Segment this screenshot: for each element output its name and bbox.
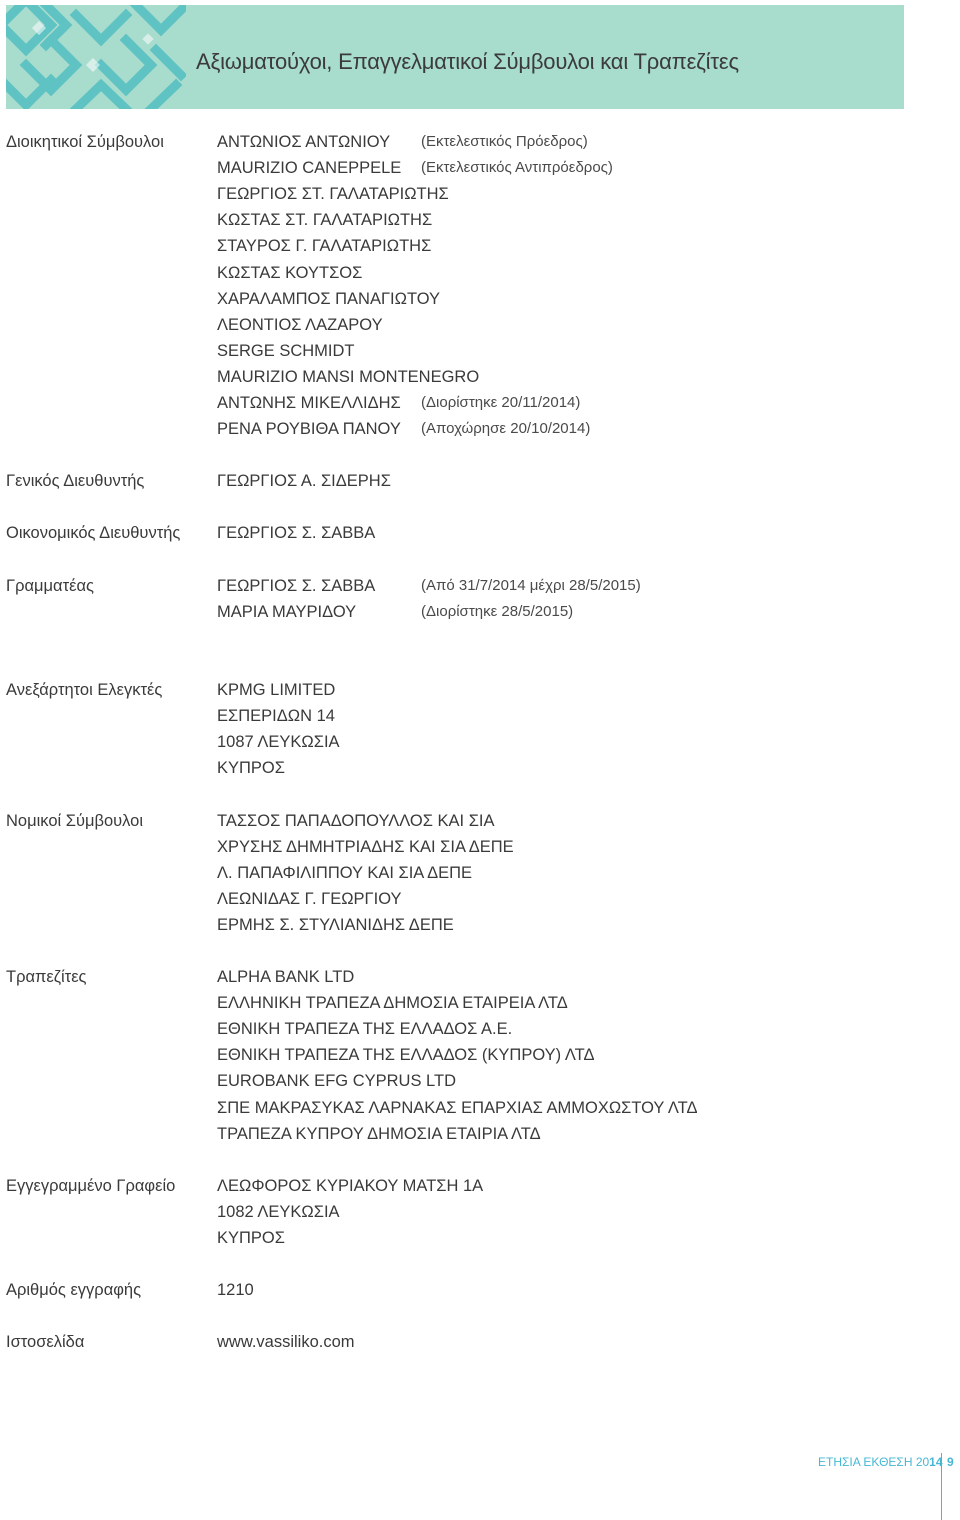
section-label: Διοικητικοί Σύμβουλοι — [6, 133, 164, 151]
entry-name: ΣΤΑΥΡΟΣ Γ. ΓΑΛΑΤΑΡΙΩΤΗΣ — [217, 237, 432, 256]
list-item — [217, 342, 355, 368]
entry-name: SERGE SCHMIDT — [217, 341, 355, 360]
list-item — [217, 681, 335, 707]
entry-name: ΓΕΩΡΓΙΟΣ Σ. ΣΑΒΒΑ — [217, 577, 376, 595]
entry-name: ΓΕΩΡΓΙΟΣ Σ. ΣΑΒΒΑ — [217, 524, 376, 542]
entry-name: ΛΕΩΦΟΡΟΣ ΚΥΡΙΑΚΟΥ ΜΑΤΣΗ 1Α — [217, 1177, 484, 1195]
list-item — [217, 1072, 456, 1098]
list-item — [217, 1099, 698, 1125]
entry-name: ΜΑΡΙΑ ΜΑΥΡΙΔΟΥ — [217, 603, 357, 622]
entry-name: 1210 — [217, 1281, 254, 1299]
section-label: Τραπεζίτες — [6, 968, 87, 986]
entry-name: ΚΩΣΤΑΣ ΚΟΥΤΣΟΣ — [217, 263, 363, 282]
footer-report-label — [818, 1455, 943, 1469]
entry-name: ΕΡΜΗΣ Σ. ΣΤΥΛΙΑΝΙΔΗΣ ΔΕΠΕ — [217, 916, 454, 935]
section-label: Γενικός Διευθυντής — [6, 472, 145, 490]
entry-name: ΕΣΠΕΡΙΔΩΝ 14 — [217, 707, 335, 726]
entry-name: ΡΕΝΑ ΡΟΥΒΙΘΑ ΠΑΝΟΥ — [217, 420, 401, 439]
entry-name: ΑΝΤΩΝΙΟΣ ΑΝΤΩΝΙΟΥ — [217, 133, 391, 151]
entry-name: MAURIZIO CANEPPELE — [217, 159, 402, 178]
list-item — [217, 185, 449, 211]
list-item — [217, 812, 495, 838]
list-item — [217, 890, 402, 916]
section-label: Νομικοί Σύμβουλοι — [6, 812, 144, 830]
entry-name: ALPHA BANK LTD — [217, 968, 355, 986]
list-item — [217, 1125, 541, 1151]
list-item — [217, 1020, 512, 1046]
list-item — [217, 968, 354, 994]
list-item — [217, 1333, 355, 1359]
header-banner — [6, 5, 904, 109]
entry-name: ΛΕΩΝΙΔΑΣ Γ. ΓΕΩΡΓΙΟΥ — [217, 890, 402, 909]
entry-name: ΣΠΕ ΜΑΚΡΑΣΥΚΑΣ ΛΑΡΝΑΚΑΣ ΕΠΑΡΧΙΑΣ ΑΜΜΟΧΩΣΤΟΥ ΛΤΔ — [217, 1098, 698, 1117]
list-item — [217, 316, 383, 342]
list-item — [217, 394, 581, 420]
entry-name: www.vassiliko.com — [217, 1333, 355, 1351]
entry-name: ΚΥΠΡΟΣ — [217, 759, 285, 778]
entry-name: ΛΕΟΝΤΙΟΣ ΛΑΖΑΡΟΥ — [217, 315, 383, 334]
entry-note: (Εκτελεστικός Αντιπρόεδρος) — [421, 159, 613, 177]
entry-name: ΑΝΤΩΝΗΣ ΜΙΚΕΛΛΙΔΗΣ — [217, 394, 401, 412]
list-item — [217, 577, 641, 603]
entry-name: ΧΑΡΑΛΑΜΠΟΣ ΠΑΝΑΓΙΩΤΟΥ — [217, 289, 441, 308]
list-item — [217, 420, 591, 446]
entry-name: ΤΡΑΠΕΖΑ ΚΥΠΡΟΥ ΔΗΜΟΣΙΑ ΕΤΑΙΡΙΑ ΛΤΔ — [217, 1124, 541, 1143]
list-item — [217, 1046, 595, 1072]
list-item — [217, 838, 514, 864]
list-item — [217, 368, 479, 394]
entry-note: (Αποχώρησε 20/10/2014) — [421, 420, 591, 438]
entry-name: MAURIZIO MANSI MONTENEGRO — [217, 367, 480, 386]
section-label: Γραμματέας — [6, 577, 94, 595]
list-item — [217, 159, 613, 185]
entry-name: ΓΕΩΡΓΙΟΣ Α. ΣΙΔΕΡΗΣ — [217, 472, 391, 490]
entry-note: (Διορίστηκε 28/5/2015) — [421, 603, 574, 621]
entry-note: (Διορίστηκε 20/11/2014) — [421, 394, 581, 411]
entry-note: (Εκτελεστικός Πρόεδρος) — [421, 133, 588, 150]
list-item — [217, 290, 440, 316]
decorative-pattern-icon — [6, 5, 186, 109]
list-item — [217, 1203, 340, 1229]
list-item — [217, 1177, 483, 1203]
entry-name: ΚΩΣΤΑΣ ΣΤ. ΓΑΛΑΤΑΡΙΩΤΗΣ — [217, 211, 433, 230]
entry-name: ΕΛΛΗΝΙΚΗ ΤΡΑΠΕΖΑ ΔΗΜΟΣΙΑ ΕΤΑΙΡΕΙΑ ΛΤΔ — [217, 994, 568, 1013]
entry-name: ΕΘΝΙΚΗ ΤΡΑΠΕΖΑ ΤΗΣ ΕΛΛΑΔΟΣ (ΚΥΠΡΟΥ) ΛΤΔ — [217, 1046, 595, 1065]
page-title: Αξιωματούχοι, Επαγγελματικοί Σύμβουλοι και Τραπεζίτες — [196, 49, 739, 74]
entry-note: (Από 31/7/2014 μέχρι 28/5/2015) — [421, 577, 641, 594]
list-item — [217, 759, 285, 785]
entry-name: ΤΑΣΣΟΣ ΠΑΠΑΔΟΠΟΥΛΛΟΣ ΚΑΙ ΣΙΑ — [217, 812, 495, 830]
section-label: Οικονομικός Διευθυντής — [6, 524, 181, 542]
entry-name: ΚΥΠΡΟΣ — [217, 1229, 285, 1248]
list-item — [217, 472, 391, 498]
entry-name: KPMG LIMITED — [217, 681, 336, 699]
section-label: Αριθμός εγγραφής — [6, 1281, 142, 1299]
list-item — [217, 864, 472, 890]
entry-name: Λ. ΠΑΠΑΦΙΛΙΠΠΟΥ ΚΑΙ ΣΙΑ ΔΕΠΕ — [217, 864, 473, 883]
list-item — [217, 916, 454, 942]
entry-name: 1087 ΛΕΥΚΩΣΙΑ — [217, 733, 340, 752]
list-item — [217, 133, 588, 159]
section-label: Εγγεγραμμένο Γραφείο — [6, 1177, 176, 1195]
list-item — [217, 1281, 254, 1307]
list-item — [217, 264, 362, 290]
list-item — [217, 994, 568, 1020]
list-item — [217, 237, 431, 263]
page-number: 9 — [947, 1455, 954, 1469]
entry-name: EUROBANK EFG CYPRUS LTD — [217, 1072, 456, 1091]
list-item — [217, 733, 340, 759]
entry-name: ΕΘΝΙΚΗ ΤΡΑΠΕΖΑ ΤΗΣ ΕΛΛΑΔΟΣ Α.Ε. — [217, 1020, 513, 1039]
footer-report-year: 14 — [929, 1455, 943, 1469]
list-item — [217, 211, 432, 237]
entry-name: ΧΡΥΣΗΣ ΔΗΜΗΤΡΙΑΔΗΣ ΚΑΙ ΣΙΑ ΔΕΠΕ — [217, 838, 514, 857]
list-item — [217, 603, 574, 629]
entry-name: ΓΕΩΡΓΙΟΣ ΣΤ. ΓΑΛΑΤΑΡΙΩΤΗΣ — [217, 185, 449, 204]
section-label: Ιστοσελίδα — [6, 1333, 85, 1351]
footer-report-text: ΕΤΗΣΙΑ ΕΚΘΕΣΗ 20 — [818, 1455, 930, 1469]
list-item — [217, 524, 375, 550]
entry-name: 1082 ΛΕΥΚΩΣΙΑ — [217, 1203, 340, 1222]
section-label: Ανεξάρτητοι Ελεγκτές — [6, 681, 163, 699]
list-item — [217, 707, 335, 733]
list-item — [217, 1229, 285, 1255]
